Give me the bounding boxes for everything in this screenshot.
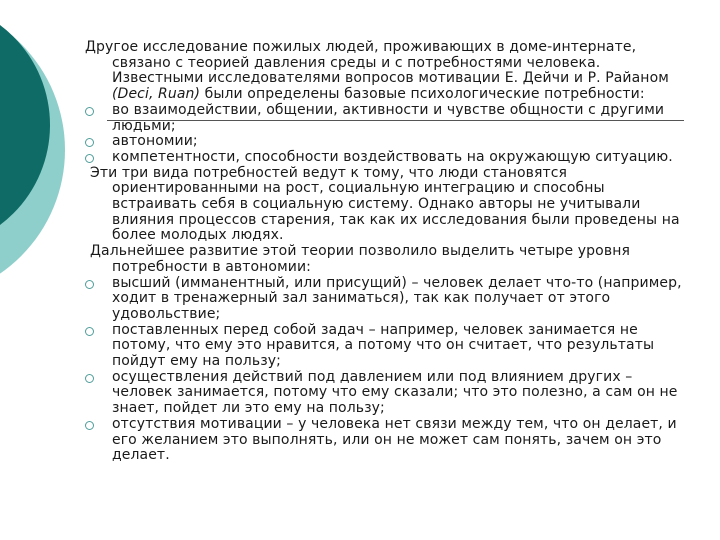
level-text: осуществления действий под давлением или под влиянием других – человек занимается, потому что ему сказали; что это полезно, а сам он не знает, пойдет ли это ему на пользу; <box>112 368 678 417</box>
bullet-icon <box>85 154 94 163</box>
level-text: высший (имманентный, или присущий) – человек делает что-то (например, ходит в тренажерный зал заниматься), так как получает от этого удовольствие; <box>112 274 682 322</box>
bullet-icon <box>85 138 94 147</box>
bullet-icon <box>85 374 94 383</box>
bullet-icon <box>85 107 94 116</box>
need-item <box>85 134 685 150</box>
bullet-icon <box>85 280 94 289</box>
slide-decoration <box>0 0 80 300</box>
paragraph-growth: Эти три вида потребностей ведут к тому, что люди становятся ориентированными на рост, социальную интеграцию и способны встраивать себя в социальную систему. Однако авторы не учитывали влияния процессов старения, так как их исследования были проведены на более молодых людях. <box>90 164 680 244</box>
level-item <box>85 417 685 464</box>
intro-paragraph <box>85 40 685 103</box>
authors-latin: (Deci, Ruan) <box>112 86 201 103</box>
level-item <box>85 370 685 417</box>
level-item <box>85 323 685 370</box>
need-item <box>85 150 685 166</box>
bullet-icon <box>85 421 94 430</box>
bullet-icon <box>85 327 94 336</box>
level-text: отсутствия мотивации – у человека нет связи между тем, что он делает, и его желанием это выполнять, или он не может сам понять, зачем он это делает. <box>112 415 677 464</box>
level-item <box>85 276 685 323</box>
need-item <box>85 103 685 134</box>
need-text: автономии; <box>112 133 198 150</box>
need-text: компетентности, способности воздействовать на окружающую ситуацию. <box>112 148 673 165</box>
paragraph-levels: Дальнейшее развитие этой теории позволило выделить четыре уровня потребности в автономии: <box>90 243 630 275</box>
slide-text <box>85 40 685 464</box>
need-text: во взаимодействии, общении, активности и чувстве общности с другими людьми; <box>112 101 665 134</box>
intro-text: Другое исследование пожилых людей, проживающих в доме-интернате, связано с теорией давления среды и с потребностями человека. Известными исследователями вопросов мотивации Е. Дейчи и Р. Райаном <box>85 39 669 87</box>
intro-text-end: были определены базовые психологические потребности: <box>200 86 645 103</box>
level-text: поставленных перед собой задач – например, человек занимается не потому, что ему это нравится, а потому что он считает, что результаты пойдут ему на пользу; <box>112 321 655 370</box>
